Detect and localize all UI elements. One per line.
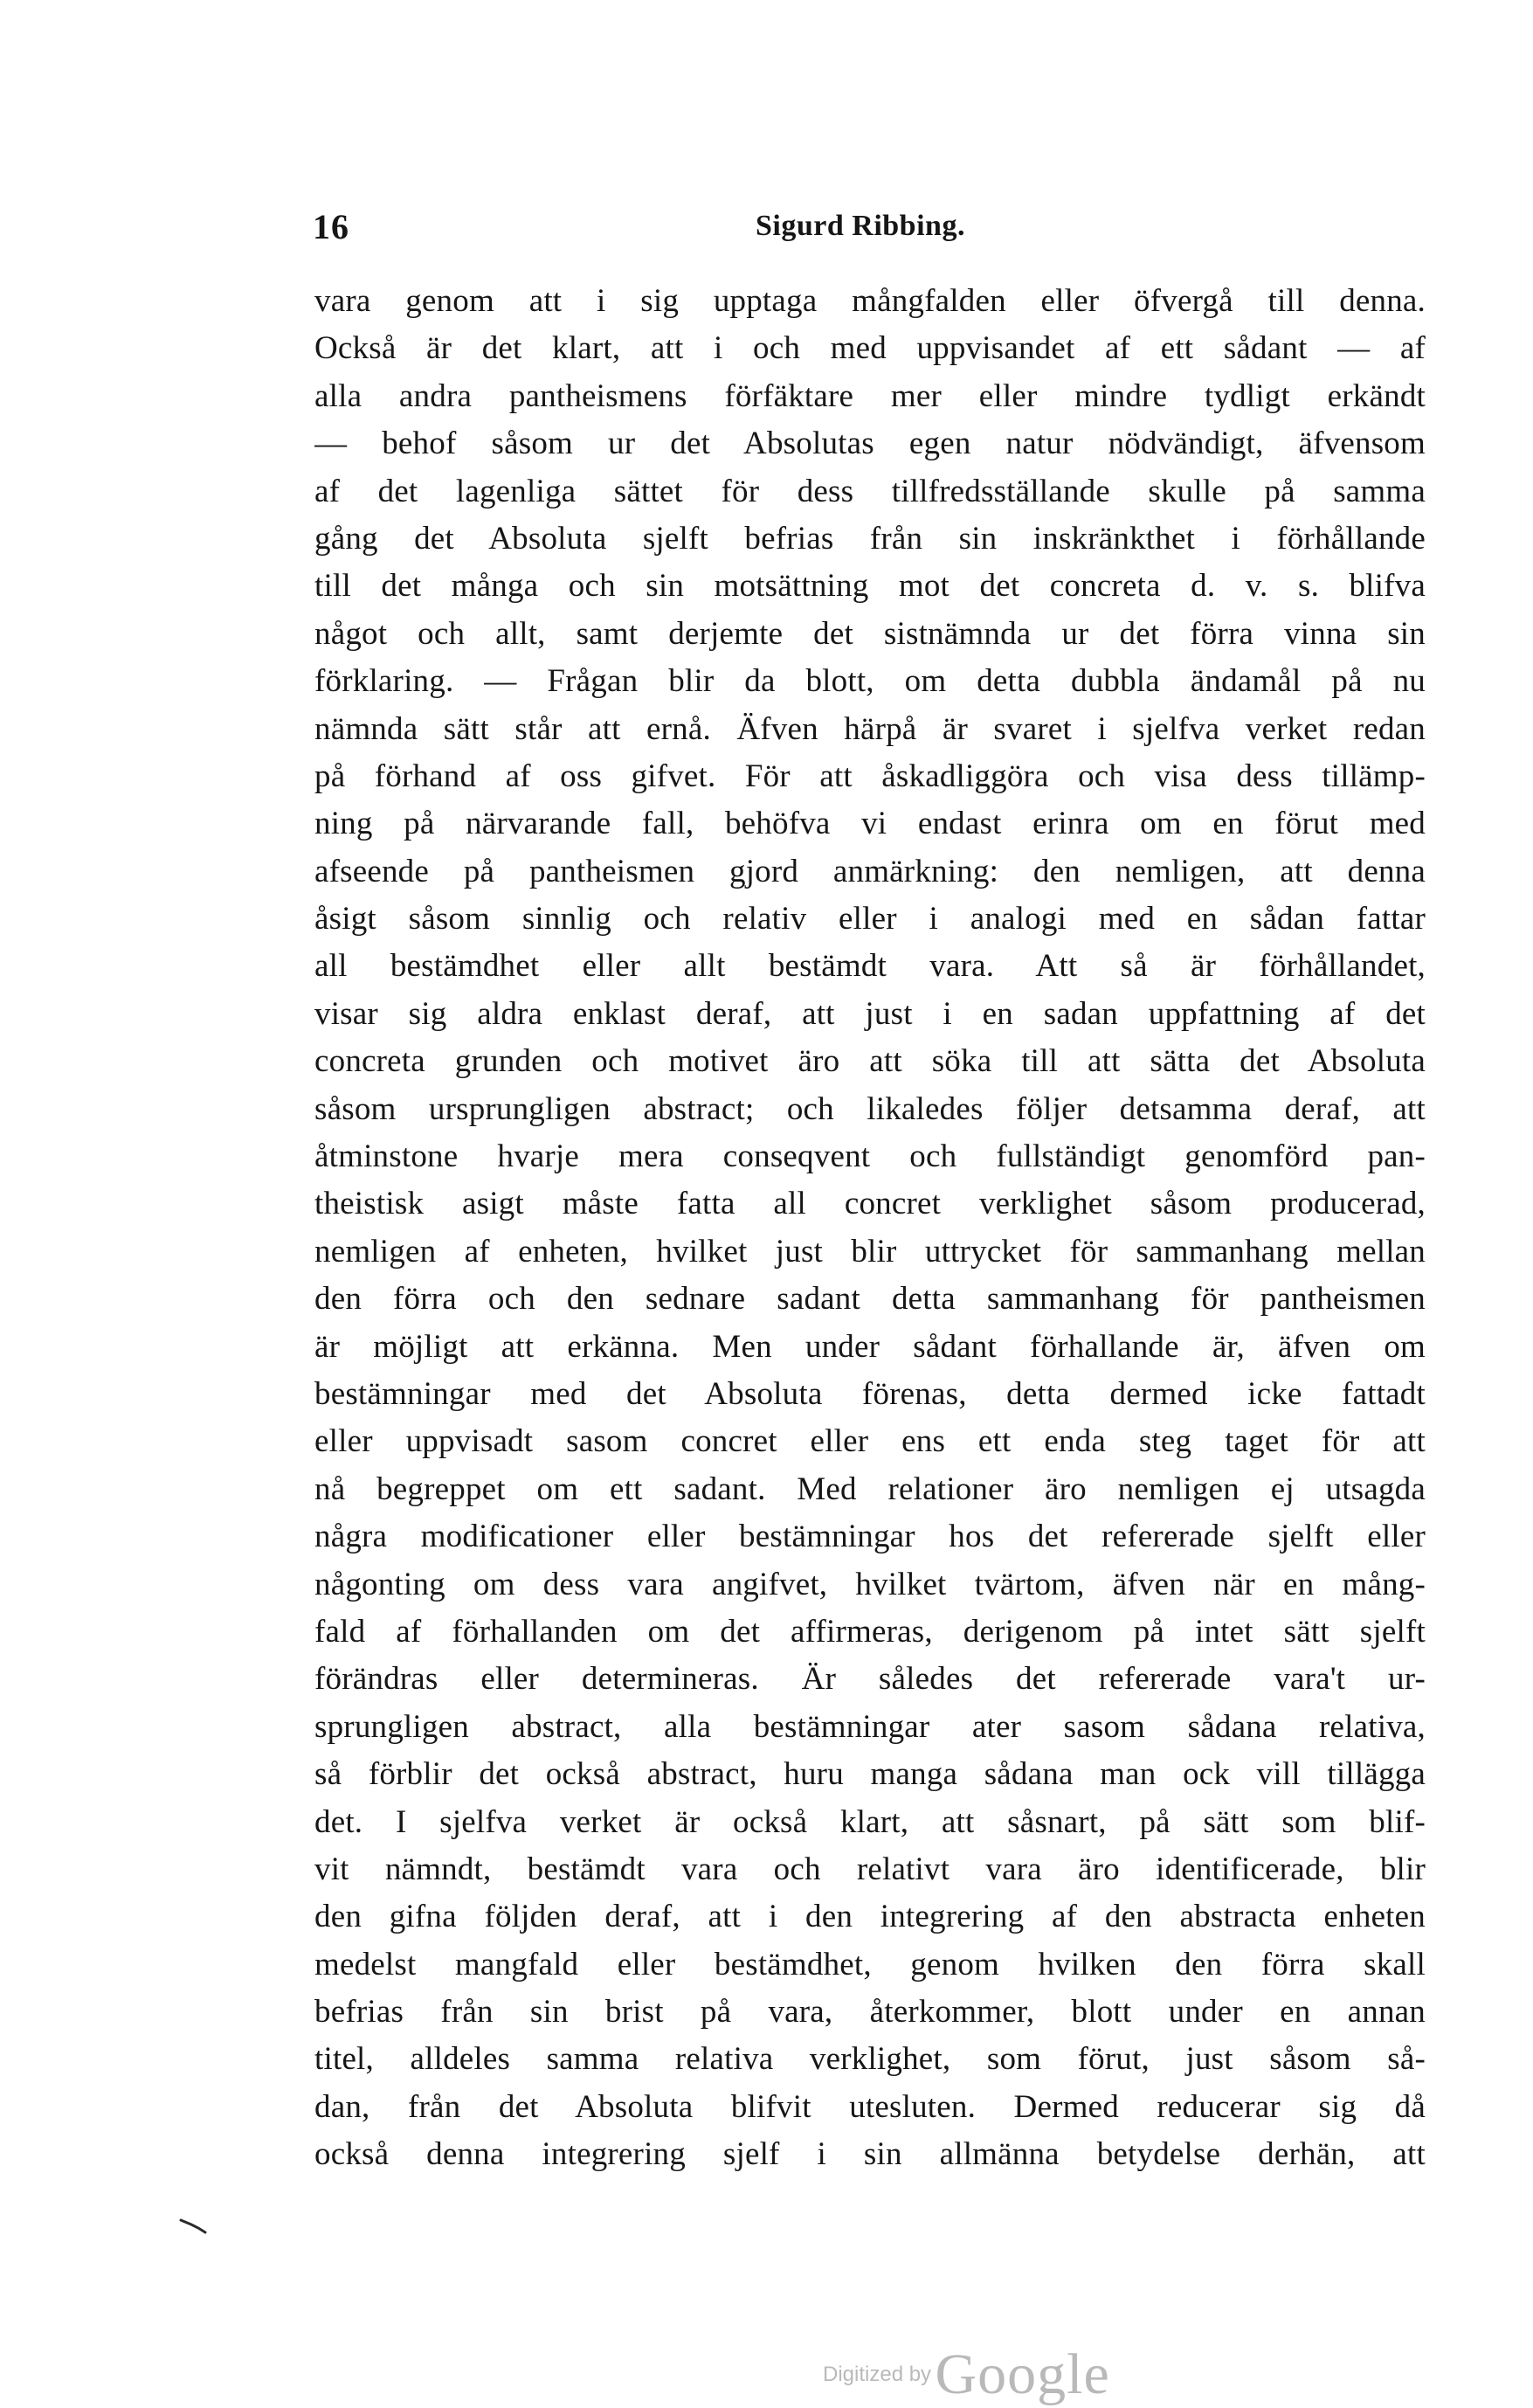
text-line: något och allt, samt derjemte det sistnämnda ur det förra vinna sin <box>314 615 1426 652</box>
text-line: någonting om dess vara angifvet, hvilket tvärtom, äfven när en mång- <box>314 1566 1426 1602</box>
text-line: några modificationer eller bestämningar hos det refererade sjelft eller <box>314 1519 1426 1555</box>
text-line: eller uppvisadt sasom concret eller ens ett enda steg taget för att <box>314 1423 1426 1460</box>
text-line: åtminstone hvarje mera conseqvent och fullständigt genomförd pan- <box>314 1138 1426 1175</box>
text-line: på förhand af oss gifvet. För att åskadliggöra och visa dess tillämp- <box>314 758 1426 794</box>
text-line: gång det Absoluta sjelft befrias från sin inskränkthet i förhållande <box>314 520 1426 557</box>
text-line: nå begreppet om ett sadant. Med relationer äro nemligen ej utsagda <box>314 1470 1426 1507</box>
text-line: bestämningar med det Absoluta förenas, detta dermed icke fattadt <box>314 1375 1426 1412</box>
digitized-watermark <box>823 2342 1110 2408</box>
text-line: alla andra pantheismens förfäktare mer eller mindre tydligt erkändt <box>314 377 1426 414</box>
text-line: den förra och den sednare sadant detta sammanhang för pantheismen <box>314 1281 1426 1318</box>
text-line: förändras eller determineras. Är således det refererade vara't ur- <box>314 1661 1426 1698</box>
text-line: så förblir det också abstract, huru manga sådana man ock vill tillägga <box>314 1756 1426 1793</box>
text-line: — behof såsom ur det Absolutas egen natur nödvändigt, äfvensom <box>314 426 1426 462</box>
text-line: all bestämdhet eller allt bestämdt vara. Att så är förhållandet, <box>314 948 1426 985</box>
watermark-prefix: Digitized by <box>823 2363 932 2386</box>
body-text <box>314 278 1426 2179</box>
text-line: till det många och sin motsättning mot det concreta d. v. s. blifva <box>314 568 1426 605</box>
text-line: Också är det klart, att i och med uppvisandet af ett sådant — af <box>314 330 1426 367</box>
text-line: också denna integrering sjelf i sin allmänna betydelse derhän, att <box>314 2136 1426 2173</box>
text-line: vara genom att i sig upptaga mångfalden eller öfvergå till denna. <box>314 283 1426 319</box>
page-number: 16 <box>313 207 349 246</box>
text-line: såsom ursprungligen abstract; och likaledes följer detsamma deraf, att <box>314 1090 1426 1127</box>
stray-ink-mark <box>179 2218 209 2235</box>
text-line: nemligen af enheten, hvilket just blir uttrycket för sammanhang mellan <box>314 1233 1426 1270</box>
text-line: concreta grunden och motivet äro att söka till att sätta det Absoluta <box>314 1043 1426 1080</box>
text-line: sprungligen abstract, alla bestämningar ater sasom sådana relativa, <box>314 1708 1426 1745</box>
text-line: medelst mangfald eller bestämdhet, genom hvilken den förra skall <box>314 1946 1426 1982</box>
text-line: åsigt såsom sinnlig och relativ eller i analogi med en sådan fattar <box>314 901 1426 938</box>
text-line: vit nämndt, bestämdt vara och relativt vara äro identificerade, blir <box>314 1851 1426 1887</box>
text-line: är möjligt att erkänna. Men under sådant förhallande är, äfven om <box>314 1328 1426 1365</box>
running-head: Sigurd Ribbing. <box>756 210 965 242</box>
text-line: det. I sjelfva verket är också klart, att såsnart, på sätt som blif- <box>314 1803 1426 1840</box>
text-line: visar sig aldra enklast deraf, att just i en sadan uppfattning af det <box>314 995 1426 1032</box>
text-line: fald af förhallanden om det affirmeras, derigenom på intet sätt sjelft <box>314 1613 1426 1650</box>
text-line: den gifna följden deraf, att i den integrering af den abstracta enheten <box>314 1899 1426 1935</box>
text-line: af det lagenliga sättet för dess tillfredsställande skulle på samma <box>314 473 1426 509</box>
text-line: ning på närvarande fall, behöfva vi endast erinra om en förut med <box>314 806 1426 842</box>
text-line: befrias från sin brist på vara, återkommer, blott under en annan <box>314 1994 1426 2031</box>
text-line: nämnda sätt står att ernå. Äfven härpå är svaret i sjelfva verket redan <box>314 710 1426 747</box>
text-line: theistisk asigt måste fatta all concret verklighet såsom producerad, <box>314 1186 1426 1222</box>
text-line: förklaring. — Frågan blir da blott, om detta dubbla ändamål på nu <box>314 663 1426 700</box>
text-line: afseende på pantheismen gjord anmärkning: den nemligen, att denna <box>314 853 1426 889</box>
text-line: titel, alldeles samma relativa verklighet, som förut, just såsom så- <box>314 2041 1426 2078</box>
watermark-logo: Google <box>935 2342 1110 2406</box>
text-line: dan, från det Absoluta blifvit utesluten. Dermed reducerar sig då <box>314 2088 1426 2125</box>
